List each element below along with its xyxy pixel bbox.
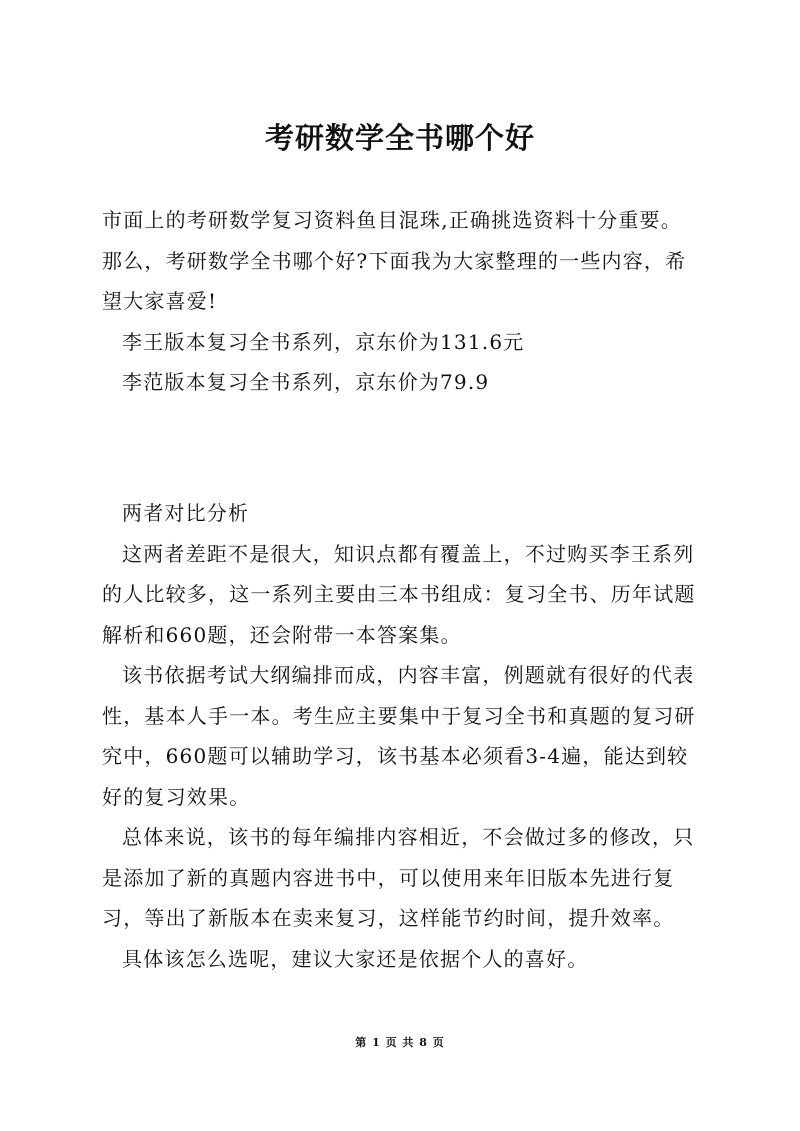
body-paragraph: 这两者差距不是很大，知识点都有覆盖上，不过购买李王系列的人比较多，这一系列主要由三本书组成：复习全书、历年试题解析和660题，还会附带一本答案集。 [102, 541, 696, 647]
document-title: 考研数学全书哪个好 [264, 121, 535, 155]
list-item: 李王版本复习全书系列，京东价为131.6元 [122, 329, 525, 354]
analysis-block [102, 493, 702, 979]
body-paragraph: 具体该怎么选呢，建议大家还是依据个人的喜好。 [122, 946, 589, 971]
body-paragraph: 总体来说，该书的每年编排内容相近，不会做过多的修改，只是添加了新的真题内容进书中，可以使用来年旧版本先进行复习，等出了新版本在卖来复习，这样能节约时间，提升效率。 [102, 825, 695, 930]
intro-block [102, 200, 702, 403]
intro-paragraph: 市面上的考研数学复习资料鱼目混珠,正确挑选资料十分重要。那么，考研数学全书哪个好?下面我为大家整理的一些内容，希望大家喜爱! [102, 208, 687, 313]
list-item: 李范版本复习全书系列，京东价为79.9 [122, 370, 490, 394]
body-paragraph: 该书依据考试大纲编排而成，内容丰富，例题就有很好的代表性，基本人手一本。考生应主要集中于复习全书和真题的复习研究中，660题可以辅助学习，该书基本必须看3-4遍，能达到较好的复习效果。 [102, 663, 696, 809]
section-heading: 两者对比分析 [122, 501, 250, 525]
page-indicator: 第 1 页 共 8 页 [355, 1036, 445, 1049]
